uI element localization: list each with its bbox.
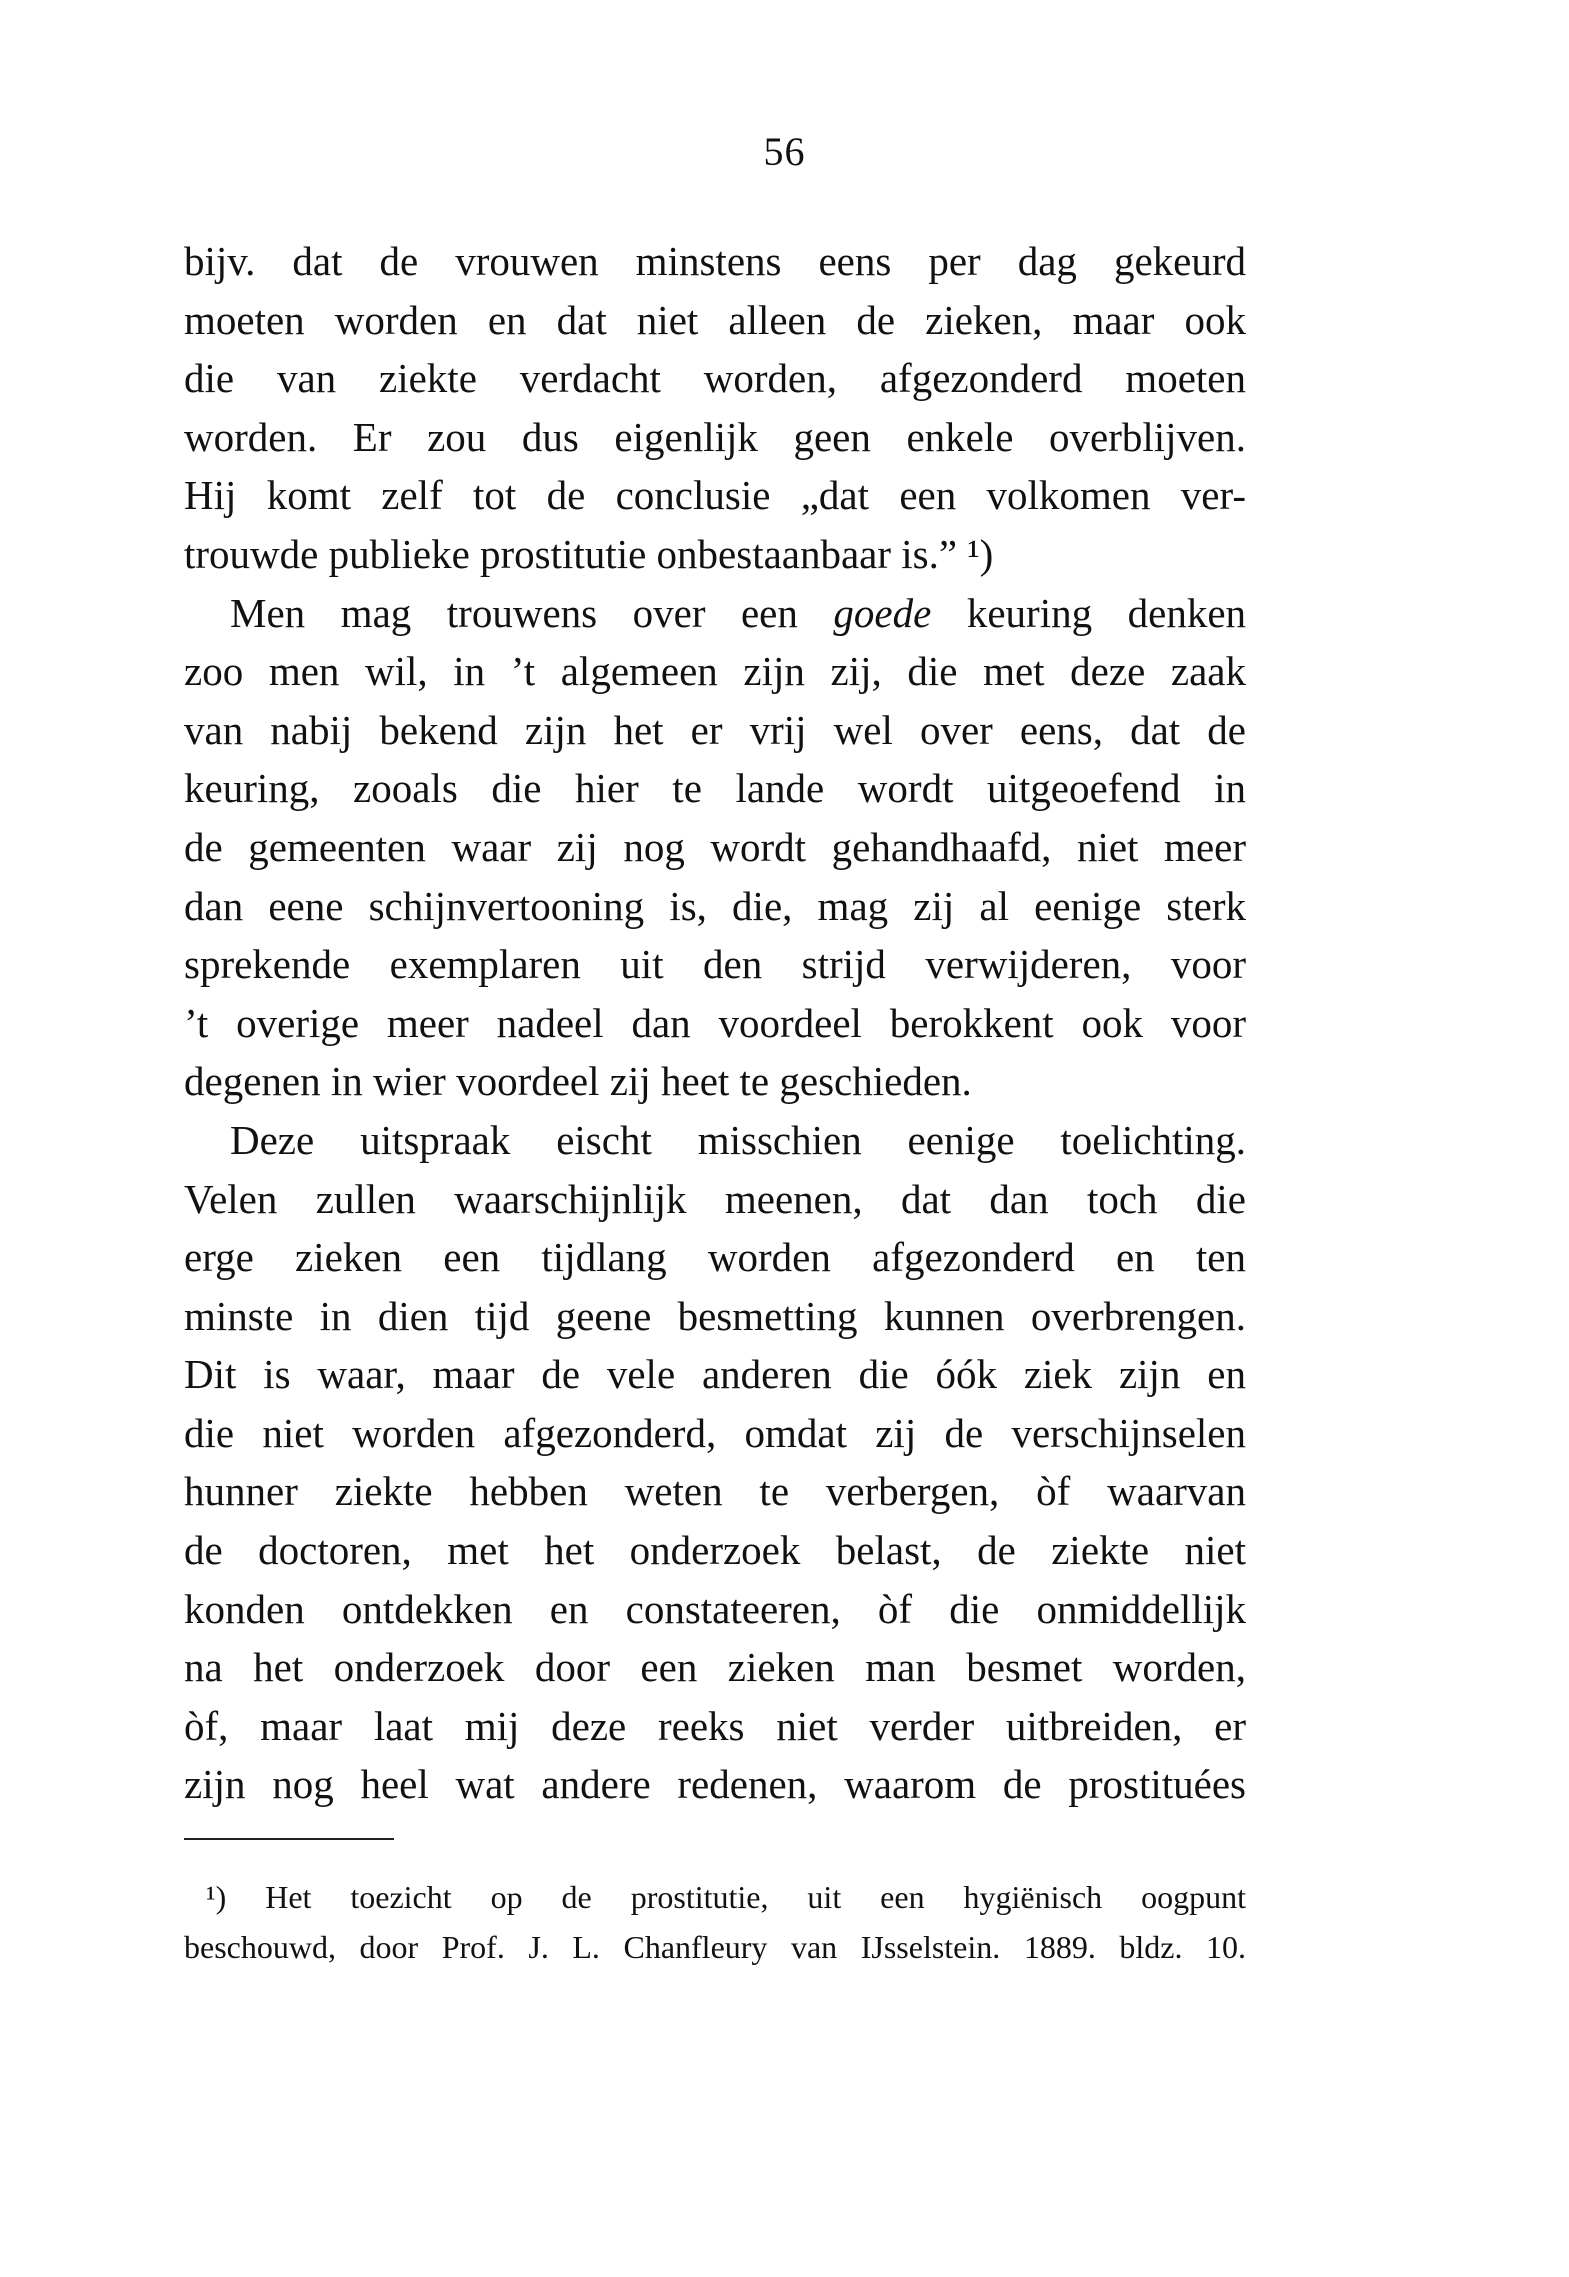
text-line: òf, maar laat mij deze reeks niet verder uitbreiden, er <box>184 1702 1246 1749</box>
text-line: sprekende exemplaren uit den strijd verwijderen, voor <box>184 941 1246 988</box>
text-line: trouwde publieke prostitutie onbestaanbaar is.” ¹) <box>184 530 994 577</box>
text-line: dan eene schijnvertooning is, die, mag zij al eenige sterk <box>184 882 1246 929</box>
text-line: konden ontdekken en constateeren, òf die onmiddellijk <box>184 1585 1246 1632</box>
text-line: zoo men wil, in ’t algemeen zijn zij, die met deze zaak <box>184 648 1246 695</box>
text-line: zijn nog heel wat andere redenen, waarom de prostituées <box>184 1761 1246 1808</box>
footnotes <box>184 1872 1246 1972</box>
footnote-divider <box>184 1838 394 1840</box>
text-line: bijv. dat de vrouwen minstens eens per dag gekeurd <box>184 238 1246 284</box>
text-line: die van ziekte verdacht worden, afgezonderd moeten <box>184 355 1246 402</box>
page-number: 56 <box>763 129 806 174</box>
text-line: de doctoren, met het onderzoek belast, de ziekte niet <box>184 1527 1246 1574</box>
text-line: moeten worden en dat niet alleen de zieken, maar ook <box>184 296 1246 343</box>
text-line: minste in dien tijd geene besmetting kunnen overbrengen. <box>184 1292 1246 1339</box>
text-line: van nabij bekend zijn het er vrij wel over eens, dat de <box>184 706 1246 753</box>
text-line: Dit is waar, maar de vele anderen die óók ziek zijn en <box>184 1351 1246 1398</box>
text-line: degenen in wier voordeel zij heet te geschieden. <box>184 1058 972 1105</box>
text-line: erge zieken een tijdlang worden afgezonderd en ten <box>184 1234 1246 1281</box>
text-line: hunner ziekte hebben weten te verbergen, òf waarvan <box>184 1468 1246 1515</box>
text-line: ’t overige meer nadeel dan voordeel berokkent ook voor <box>184 999 1246 1046</box>
text-line: worden. Er zou dus eigenlijk geen enkele overblijven. <box>184 413 1246 460</box>
body-text <box>184 232 1246 1814</box>
text-line: Men mag trouwens over een goede keuring denken <box>230 589 1247 636</box>
text-line: die niet worden afgezonderd, omdat zij de verschijnselen <box>184 1409 1246 1456</box>
footnote-line: beschouwd, door Prof. J. L. Chanfleury van IJsselstein. 1889. bldz. 10. <box>184 1929 1246 1965</box>
text-line: Velen zullen waarschijnlijk meenen, dat dan toch die <box>184 1175 1246 1222</box>
text-line: Deze uitspraak eischt misschien eenige toelichting. <box>230 1116 1246 1163</box>
emphasis-word: goede <box>833 589 932 636</box>
text-line: na het onderzoek door een zieken man besmet worden, <box>184 1644 1246 1691</box>
footnote-line: ¹) Het toezicht op de prostitutie, uit een hygiënisch oogpunt <box>206 1879 1246 1915</box>
text-line: Hij komt zelf tot de conclusie „dat een volkomen ver- <box>184 472 1246 519</box>
text-line: de gemeenten waar zij nog wordt gehandhaafd, niet meer <box>184 823 1246 870</box>
text-line: keuring, zooals die hier te lande wordt uitgeoefend in <box>184 765 1246 812</box>
